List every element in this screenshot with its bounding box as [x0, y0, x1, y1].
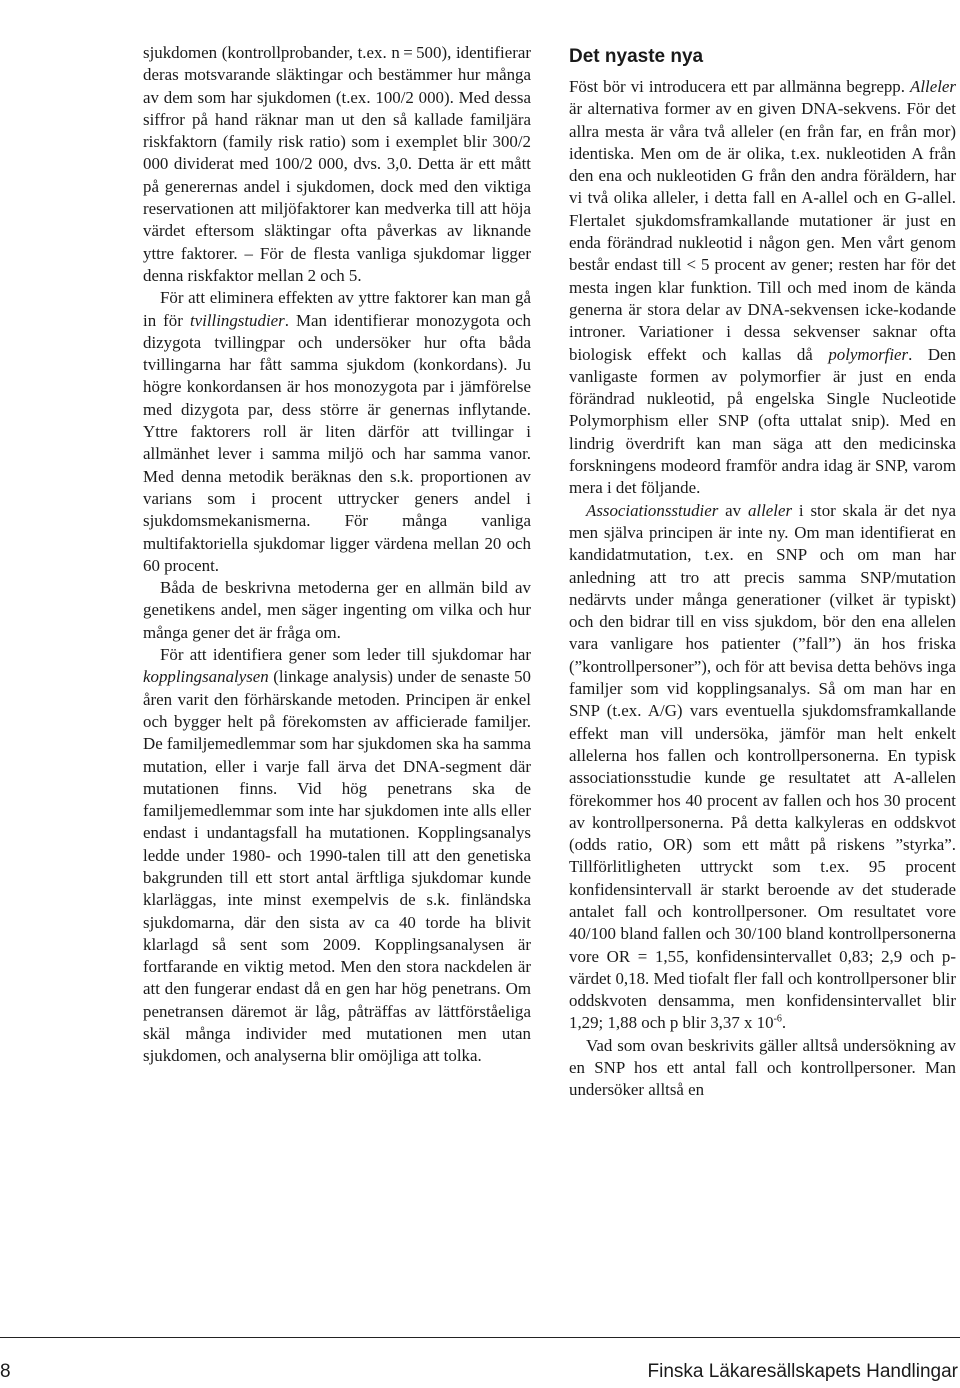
paragraph-text: Vad som ovan beskrivits gäller alltså undersökning av en SNP hos ett antal fall och kontrollpersoner. Man undersöker alltså en — [569, 1035, 956, 1100]
paragraph-text: sjukdomen (kontrollprobander, t.ex. n = 500), identifierar deras motsvarande släktingar och bestämmer hur många av dem som har sjukdomen (t.ex. 100/2 000). Med dessa siffror på hand räknar man ut den så kallade familjära riskfaktorn (family risk ratio) som i exemplet blir 300/2 000 dividerat med 100/2 000, dvs. 3,0. Detta är ett mått på generernas andel i sjukdomen, dock med den viktiga reservationen att miljöfaktorer kan medverka till att höja värdet eftersom släktingar ofta påverkas av liknande yttre faktorer. – För de flesta vanliga sjukdomar ligger denna riskfaktor mellan 2 och 5. — [143, 43, 531, 285]
paragraph-text: . Man identifierar monozygota och dizygota tvillingpar och undersöker hur ofta båda tvillingarna har fått samma sjukdom (konkordans). Ju högre konkordansen är hos monozygota par i jämförelse med dizygota par, dess större är genernas inflytande. Yttre faktorers roll är liten därför att tvillingar i allmänhet lever i samma miljö och har samma vanor. Med denna metodik beräknas den s.k. proportionen av varians som i procent uttrycker geners andel i sjukdomsmekanismerna. För många vanliga multifaktoriella sjukdomar ligger värdena mellan 20 och 60 procent. — [143, 310, 532, 575]
paragraph-text: i stor skala är det nya men själva principen är inte ny. Om man identifierat en kandidatmutation, t.ex. en SNP och om man har anledning att tro att precis samma SNP/mutation nedärvts under många generationer (vilket är typiskt) och den bidrar till en viss sjukdom, bör den ena allelen vara vanligare hos patienter (”fall”) än hos friska (”kontrollpersoner”), och för att bevisa detta behövs inga familjer som vid kopplingsanalys. Så om man har en SNP (t.ex. A/G) vars eventuella sjukdomsframkallande effekt man vill undersöka, jämför man helt enkelt allelerna hos fallen och kontrollpersonerna. En typisk associationsstudie kunde ge resultatet att A-allelen förekommer hos 40 procent av fallen och hos 30 procent av kontrollpersonerna. På detta kalkyleras en oddskvot (odds ratio, OR) som ett mått på riskens ”styrka”. Tillförlitligheten uttryckt som t.ex. 95 procent konfidensintervall är starkt beroende av det studerade antalet fall och kontrollpersoner. Om resultatet vore 40/100 bland fallen och 30/100 bland kontrollpersonerna vore OR = 1,55, konfidensintervallet 0,83; 2,9 och p-värdet 0,18. Med tiofalt fler fall och kontrollpersoner blir oddskvoten densamma, men konfidensintervallet blir 1,29; 1,88 och p blir 3,37 x 10 — [569, 500, 957, 1033]
paragraph — [569, 76, 956, 500]
emphasized-term: Associationsstudier — [586, 500, 719, 520]
paragraph-text: (linkage analysis) under de senaste 50 åren varit den förhärskande metoden. Principen är enkel och bygger helt på förekomsten av afficierade familjer. De familjemedlemmar som har sjukdomen ska ha samma mutation, eller i varje fall ärva det DNA-segment där mutationen finns. Vid hög penetrans ska de familjemedlemmar som inte har sjukdomen inte alls eller endast i undantagsfall ha mutationen. Kopplingsanalys ledde under 1980- och 1990-talen till att den genetiska bakgrunden till ett stort antal ärftliga sjukdomar kunde klarläggas, inte minst exempelvis de s.k. finländska sjukdomarna, där den sista av ca 40 torde ha blivit klarlagd så sent som 2009. Kopplingsanalysen är fortfarande en viktig metod. Men den stora nackdelen är att den fungerar endast då en gen har hög penetrans. Om penetransen däremot är låg, påträffas av lättförståeliga skäl många individer med mutationen men utan sjukdomen, och analyserna blir omöjliga att tolka. — [143, 667, 531, 1066]
paragraph-text: Föst bör vi introducera ett par allmänna begrepp. — [569, 77, 911, 96]
page-number: 8 — [0, 1361, 11, 1382]
section-heading: Det nyaste nya — [569, 46, 704, 67]
paragraph — [143, 287, 531, 577]
emphasized-term: Alleler — [910, 77, 956, 96]
paragraph-text: För att identifiera gener som leder till sjukdomar har — [160, 645, 531, 665]
footer-divider — [0, 1337, 960, 1338]
emphasized-term: kopplingsanalysen — [143, 667, 269, 687]
paragraph-text: Båda de beskrivna metoderna ger en allmän bild av genetikens andel, men säger ingenting om vilka och hur många gener det är fråga om. — [143, 578, 531, 642]
emphasized-term: tvillingstudier — [189, 310, 285, 330]
left-column — [143, 42, 531, 1068]
right-column — [569, 42, 956, 1102]
paragraph — [143, 644, 531, 1068]
emphasized-term: polymorfier — [828, 344, 909, 364]
paragraph — [143, 42, 531, 287]
paragraph-text: . — [781, 1013, 787, 1033]
paragraph — [143, 577, 531, 644]
paragraph-text: För att eliminera effekten av yttre faktorer kan man gå in för — [143, 288, 531, 330]
paragraph-text: är alternativa former av en given DNA-sekvens. För det allra mesta är våra två alleler (en från far, en från mor) identiska. Men om de är olika, t.ex. nukleotiden A från den ena och nukleotiden G från den andra föräldern, har vi två olika alleler, i detta fall en A-allel och en G-allel. Flertalet sjukdomsframkallande mutationer är just en enda förändrad nukleotid i någon gen. Men vårt genom består endast till < 5 procent av gener; resten har för det mesta ingen klar funktion. Till och med inom de kända generna är stora delar av DNA-sekvensen icke-kodande introner. Variationer i dessa sekvenser saknar ofta biologisk effekt och kallas då — [569, 99, 956, 364]
emphasized-term: alleler — [747, 500, 793, 520]
paragraph-text: av — [718, 500, 748, 520]
paragraph — [569, 1035, 956, 1102]
journal-name: Finska Läkaresällskapets Handlingar — [647, 1361, 958, 1382]
paragraph — [569, 500, 956, 1035]
paragraph-text: . Den vanligaste formen av polymorfier är just en enda förändrad nukleotid, på engelska Single Nucleotide Polymorphism eller SNP (ofta uttalat snip). Med en lindrig överdrift kan man säga att den medicinska forskningens modeord framför andra idag är SNP, varom mera i det följande. — [569, 344, 957, 498]
superscript-exponent: -6 — [773, 1013, 782, 1025]
